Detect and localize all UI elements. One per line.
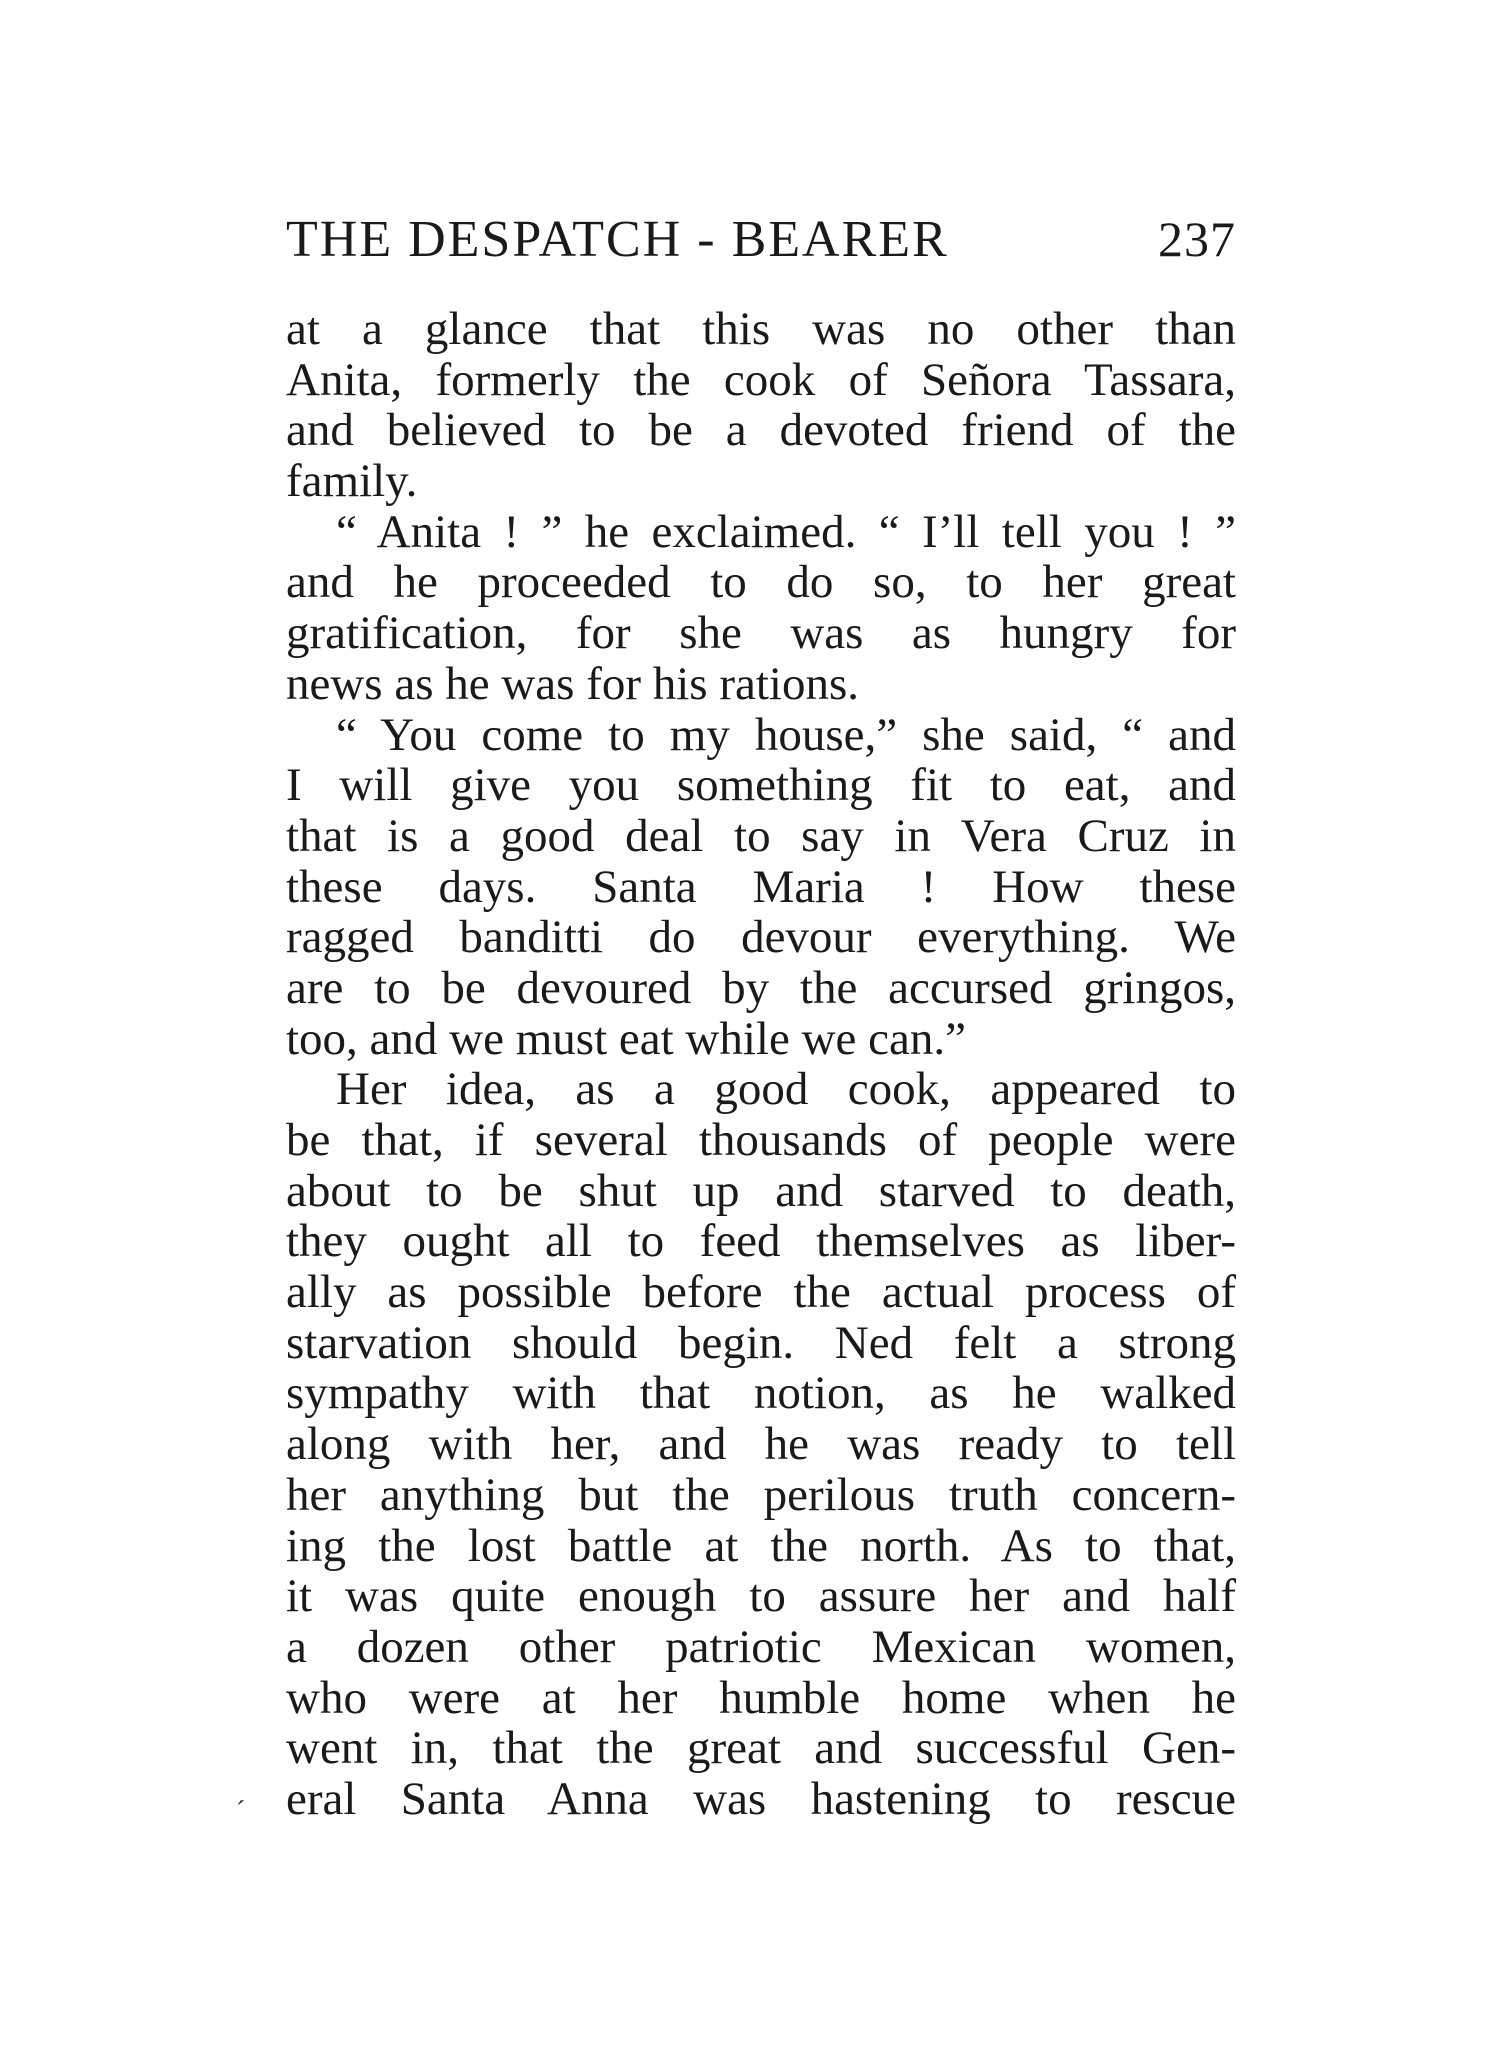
text-line: a dozen other patriotic Mexican women, — [286, 1620, 1236, 1673]
text-line: Her idea, as a good cook, appeared to — [336, 1063, 1236, 1116]
running-head — [286, 210, 1236, 280]
text-line: eral Santa Anna was hastening to rescue — [286, 1772, 1236, 1825]
text-line: who were at her humble home when he — [286, 1671, 1236, 1724]
text-line: along with her, and he was ready to tell — [286, 1418, 1236, 1471]
text-line: be that, if several thousands of people were — [286, 1114, 1236, 1166]
text-line: “ You come to my house,” she said, “ and — [336, 708, 1236, 761]
text-line: gratification, for she was as hungry for — [286, 607, 1236, 660]
text-line: I will give you something fit to eat, and — [286, 759, 1236, 812]
text-line: and he proceeded to do so, to her great — [286, 556, 1236, 609]
text-line: they ought all to feed themselves as liber- — [286, 1215, 1236, 1268]
text-line: are to be devoured by the accursed gringos, — [286, 961, 1236, 1014]
text-line: ragged banditti do devour everything. We — [286, 911, 1236, 964]
text-line: her anything but the perilous truth concern- — [286, 1468, 1236, 1521]
text-line: went in, that the great and successful Gen- — [286, 1722, 1236, 1775]
text-line: too, and we must eat while we can.” — [286, 1012, 966, 1065]
page-number: 237 — [1158, 211, 1236, 267]
text-line: Anita, formerly the cook of Señora Tassara, — [286, 353, 1236, 406]
text-line: and believed to be a devoted friend of the — [286, 404, 1236, 457]
text-line: family. — [286, 455, 418, 508]
text-line: these days. Santa Maria ! How these — [286, 860, 1236, 913]
text-line: that is a good deal to say in Vera Cruz in — [286, 809, 1236, 862]
text-line: starvation should begin. Ned felt a strong — [286, 1316, 1236, 1369]
text-line: at a glance that this was no other than — [286, 303, 1236, 355]
text-line: “ Anita ! ” he exclaimed. “ I’ll tell you ! ” — [336, 505, 1236, 558]
running-title: THE DESPATCH - BEARER — [286, 211, 949, 268]
body-text — [286, 304, 1236, 1825]
text-line: ally as possible before the actual process of — [286, 1266, 1236, 1319]
text-line: sympathy with that notion, as he walked — [286, 1367, 1236, 1420]
text-line: ing the lost battle at the north. As to that, — [286, 1519, 1236, 1572]
margin-mark: ´ — [236, 1796, 246, 1827]
text-line: it was quite enough to assure her and half — [286, 1570, 1236, 1623]
text-line: news as he was for his rations. — [286, 657, 860, 710]
text-line: about to be shut up and starved to death, — [286, 1164, 1236, 1217]
